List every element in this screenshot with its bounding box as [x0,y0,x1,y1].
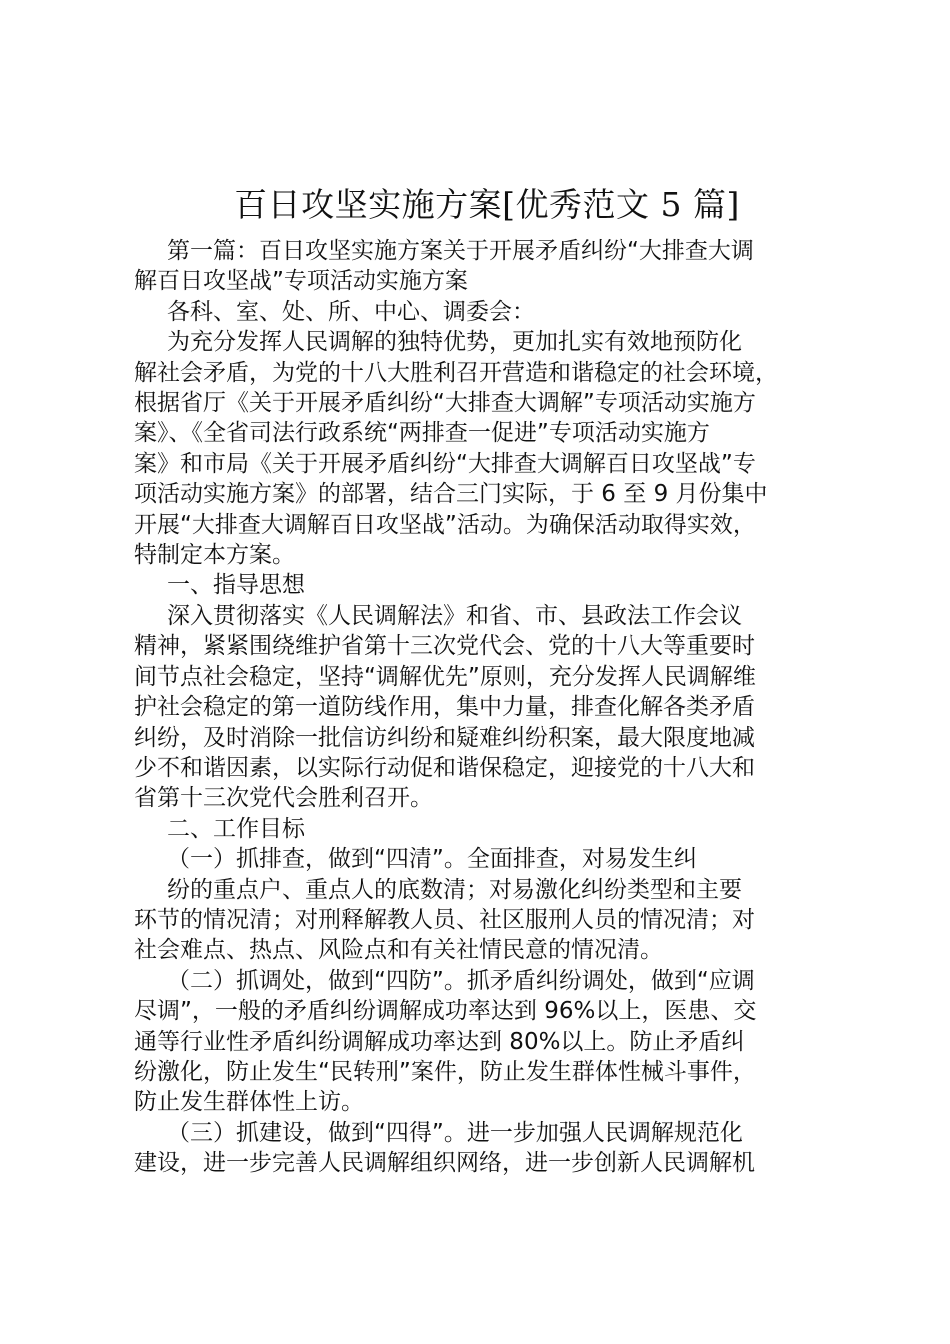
text-line: 尽调”，一般的矛盾纠纷调解成功率达到 96%以上，医患、交 [134,998,757,1025]
text-line: 为充分发挥人民调解的独特优势，更加扎实有效地预防化 [167,329,742,356]
text-line: 开展“大排查大调解百日攻坚战”活动。为确保活动取得实效， [134,511,756,538]
text-line: 护社会稳定的第一道防线作用，集中力量，排查化解各类矛盾 [134,694,755,721]
text-line: 间节点社会稳定，坚持“调解优先”原则，充分发挥人民调解维 [134,663,756,690]
text-line: 通等行业性矛盾纠纷调解成功率达到 80%以上。防止矛盾纠 [134,1028,745,1055]
text-line: 二、工作目标 [167,815,305,842]
text-line: 纠纷，及时消除一批信访纠纷和疑难纠纷积案，最大限度地减 [134,724,755,751]
text-line: 建设，进一步完善人民调解组织网络，进一步创新人民调解机 [134,1150,755,1177]
document-text [134,236,840,1179]
text-line: 环节的情况清；对刑释解教人员、社区服刑人员的情况清；对 [134,906,755,933]
document-body [134,182,840,1179]
text-line: 一、指导思想 [167,572,305,599]
text-line: 案》和市局《关于开展矛盾纠纷“大排查大调解百日攻坚战”专 [134,450,756,477]
text-line: 防止发生群体性上访。 [134,1089,364,1116]
text-line: 根据省厅《关于开展矛盾纠纷“大排查大调解”专项活动实施方 [134,390,756,417]
text-line: 少不和谐因素，以实际行动促和谐保稳定，迎接党的十八大和 [134,754,755,781]
text-line: 社会难点、热点、风险点和有关社情民意的情况清。 [134,937,663,964]
text-line: 省第十三次党代会胜利召开。 [134,785,433,812]
text-line: 深入贯彻落实《人民调解法》和省、市、县政法工作会议 [167,602,742,629]
text-line: 解百日攻坚战”专项活动实施方案 [134,268,468,295]
text-line: 纷激化，防止发生“民转刑”案件，防止发生群体性械斗事件， [134,1058,756,1085]
text-line: 第一篇：百日攻坚实施方案关于开展矛盾纠纷“大排查大调 [167,238,754,264]
text-line: 案》、《全省司法行政系统“两排查一促进”专项活动实施方 [134,420,710,447]
text-line: （三）抓建设，做到“四得”。进一步加强人民调解规范化 [167,1119,743,1146]
text-line: 特制定本方案。 [134,542,295,569]
document-title: 百日攻坚实施方案[优秀范文 5 篇] [234,185,740,224]
text-line: （二）抓调处，做到“四防”。抓矛盾纠纷调处，做到“应调 [167,967,755,994]
text-line: 解社会矛盾，为党的十八大胜利召开营造和谐稳定的社会环境， [134,359,778,386]
text-line: 各科、室、处、所、中心、调委会： [167,298,535,325]
text-line: （一）抓排查，做到“四清”。全面排查，对易发生纠 [167,846,697,873]
text-line: 精神，紧紧围绕维护省第十三次党代会、党的十八大等重要时 [134,633,755,660]
text-line: 纷的重点户、重点人的底数清；对易激化纠纷类型和主要 [167,876,742,903]
text-line: 项活动实施方案》的部署，结合三门实际，于 6 至 9 月份集中 [134,481,768,508]
